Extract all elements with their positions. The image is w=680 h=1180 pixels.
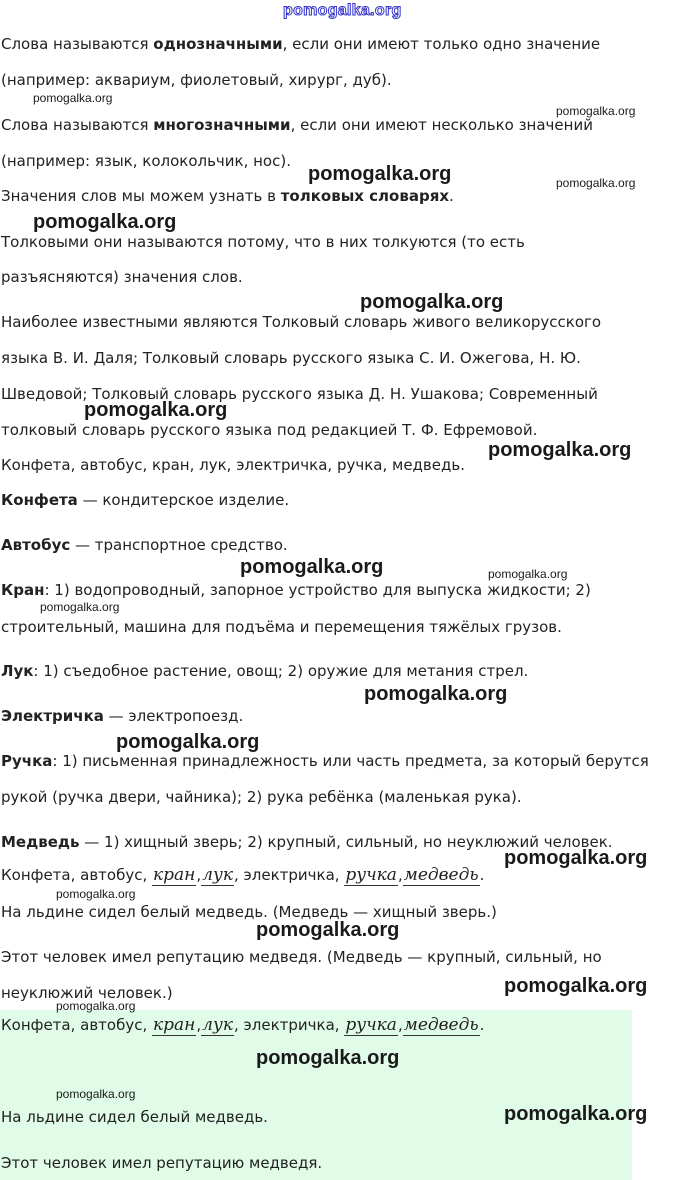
watermark: pomogalka.org: [33, 91, 113, 105]
theory-line-4: (например: язык, колокольчик, нос).: [1, 152, 291, 170]
watermark: pomogalka.org: [240, 556, 384, 578]
marked-word-ruchka: ручка: [345, 865, 397, 885]
watermark: pomogalka.org: [364, 683, 508, 705]
marked-word-medved: медведь: [403, 865, 479, 885]
theory-line-11: толковый словарь русского языка под редакцией Т. Ф. Ефремовой.: [1, 421, 538, 439]
watermark: pomogalka.org: [504, 975, 648, 997]
theory-line-6: Толковыми они называются потому, что в них толкуются (то есть: [1, 233, 525, 251]
header-watermark: pomogalka.org: [283, 2, 402, 19]
definition-luk: Лук: 1) съедобное растение, овощ; 2) оружие для метания стрел.: [1, 662, 529, 680]
watermark: pomogalka.org: [308, 163, 452, 185]
definition-konfeta: Конфета — кондитерское изделие.: [1, 491, 290, 509]
definition-kran: Кран: 1) водопроводный, запорное устройство для выпуска жидкости; 2): [1, 581, 591, 599]
theory-line-2: (например: аквариум, фиолетовый, хирург, дуб).: [1, 71, 392, 89]
watermark: pomogalka.org: [84, 399, 228, 421]
marked-words-line: Конфета, автобус, кран,лук, электричка, ручка,медведь.: [1, 865, 485, 885]
definition-avtobus: Автобус — транспортное средство.: [1, 536, 288, 554]
watermark: pomogalka.org: [360, 291, 504, 313]
answer-sentence-2: Этот человек имел репутацию медведя.: [1, 1154, 323, 1172]
watermark: pomogalka.org: [504, 1103, 648, 1125]
definition-ruchka-cont: рукой (ручка двери, чайника); 2) рука ребёнка (маленькая рука).: [1, 788, 522, 806]
example-1: На льдине сидел белый медведь. (Медведь — хищный зверь.): [1, 903, 497, 921]
watermark: pomogalka.org: [56, 1087, 136, 1101]
theory-line-3: Слова называются многозначными, если они имеют несколько значений: [1, 116, 593, 134]
definition-medved: Медведь — 1) хищный зверь; 2) крупный, сильный, но неуклюжий человек.: [1, 833, 613, 851]
theory-line-8: Наиболее известными являются Толковый словарь живого великорусского: [1, 313, 602, 331]
watermark: pomogalka.org: [56, 887, 136, 901]
marked-word-luk: лук: [202, 865, 234, 885]
watermark: pomogalka.org: [488, 567, 568, 581]
definition-elektrichka: Электричка — электропоезд.: [1, 707, 244, 725]
watermark: pomogalka.org: [556, 104, 636, 118]
answer-sentence-1: На льдине сидел белый медведь.: [1, 1108, 268, 1126]
theory-line-9: языка В. И. Даля; Толковый словарь русского языка С. И. Ожегова, Н. Ю.: [1, 349, 581, 367]
definition-kran-cont: строительный, машина для подъёма и перемещения тяжёлых грузов.: [1, 618, 562, 636]
theory-line-7: разъясняются) значения слов.: [1, 268, 243, 286]
watermark: pomogalka.org: [33, 211, 177, 233]
theory-line-5: Значения слов мы можем узнать в толковых словарях.: [1, 187, 454, 205]
words-list: Конфета, автобус, кран, лук, электричка, ручка, медведь.: [1, 456, 465, 474]
watermark: pomogalka.org: [116, 731, 260, 753]
example-2: Этот человек имел репутацию медведя. (Медведь — крупный, сильный, но: [1, 948, 602, 966]
watermark: pomogalka.org: [504, 847, 648, 869]
example-3: неуклюжий человек.): [1, 984, 173, 1002]
marked-word-kran: кран: [153, 865, 196, 885]
theory-line-1: Слова называются однозначными, если они имеют только одно значение: [1, 35, 601, 53]
watermark: pomogalka.org: [488, 439, 632, 461]
theory-line-10: Шведовой; Толковый словарь русского языка Д. Н. Ушакова; Современный: [1, 385, 598, 403]
watermark: pomogalka.org: [40, 600, 120, 614]
watermark: pomogalka.org: [256, 1047, 400, 1069]
watermark: pomogalka.org: [56, 999, 136, 1013]
answer-marked-words-line: Конфета, автобус, кран,лук, электричка, ручка,медведь.: [1, 1015, 485, 1035]
watermark: pomogalka.org: [256, 919, 400, 941]
watermark: pomogalka.org: [556, 176, 636, 190]
definition-ruchka: Ручка: 1) письменная принадлежность или часть предмета, за который берутся: [1, 752, 649, 770]
